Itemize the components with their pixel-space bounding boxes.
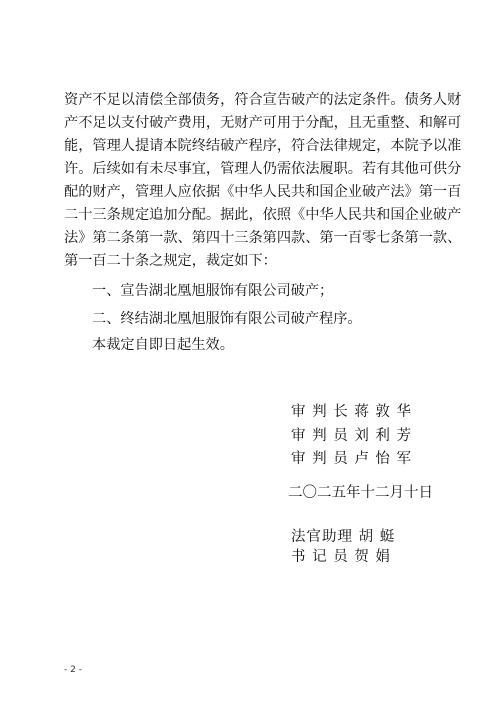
ruling-date: 二〇二五年十二月十日 bbox=[288, 485, 433, 501]
body-line: 第一百二十条之规定，裁定如下： bbox=[64, 253, 277, 269]
body-line: 配的财产，管理人应依据《中华人民共和国企业破产法》第一百 bbox=[64, 184, 462, 200]
ruling-item-2: 二、终结湖北凰旭服饰有限公司破产程序。 bbox=[92, 311, 362, 327]
body-line: 资产不足以清偿全部债务，符合宣告破产的法定条件。债务人财 bbox=[64, 92, 462, 108]
effective-statement: 本裁定自即日起生效。 bbox=[92, 337, 234, 353]
ruling-item-1: 一、宣告湖北凰旭服饰有限公司破产； bbox=[92, 283, 334, 299]
judicial-assistant-signature: 法官助理 胡 蜓 bbox=[291, 529, 396, 545]
court-clerk-signature: 书 记 员 贺 娟 bbox=[291, 549, 391, 565]
judge-signature: 审 判 员 卢 怡 军 bbox=[291, 451, 413, 467]
body-line: 法》第二条第一款、第四十三条第四款、第一百零七条第一款、 bbox=[64, 230, 462, 246]
body-line: 二十三条规定追加分配。据此，依照《中华人民共和国企业破产 bbox=[64, 207, 462, 223]
page-number: - 2 - bbox=[64, 665, 82, 675]
presiding-judge-signature: 审 判 长 蒋 敦 华 bbox=[291, 404, 413, 420]
judge-signature: 审 判 员 刘 利 芳 bbox=[291, 428, 413, 444]
body-line: 能，管理人提请本院终结破产程序，符合法律规定，本院予以准 bbox=[64, 138, 462, 154]
body-line: 许。后续如有未尽事宜，管理人仍需依法履职。若有其他可供分 bbox=[64, 161, 462, 177]
body-line: 产不足以支付破产费用，无财产可用于分配，且无重整、和解可 bbox=[64, 115, 462, 131]
